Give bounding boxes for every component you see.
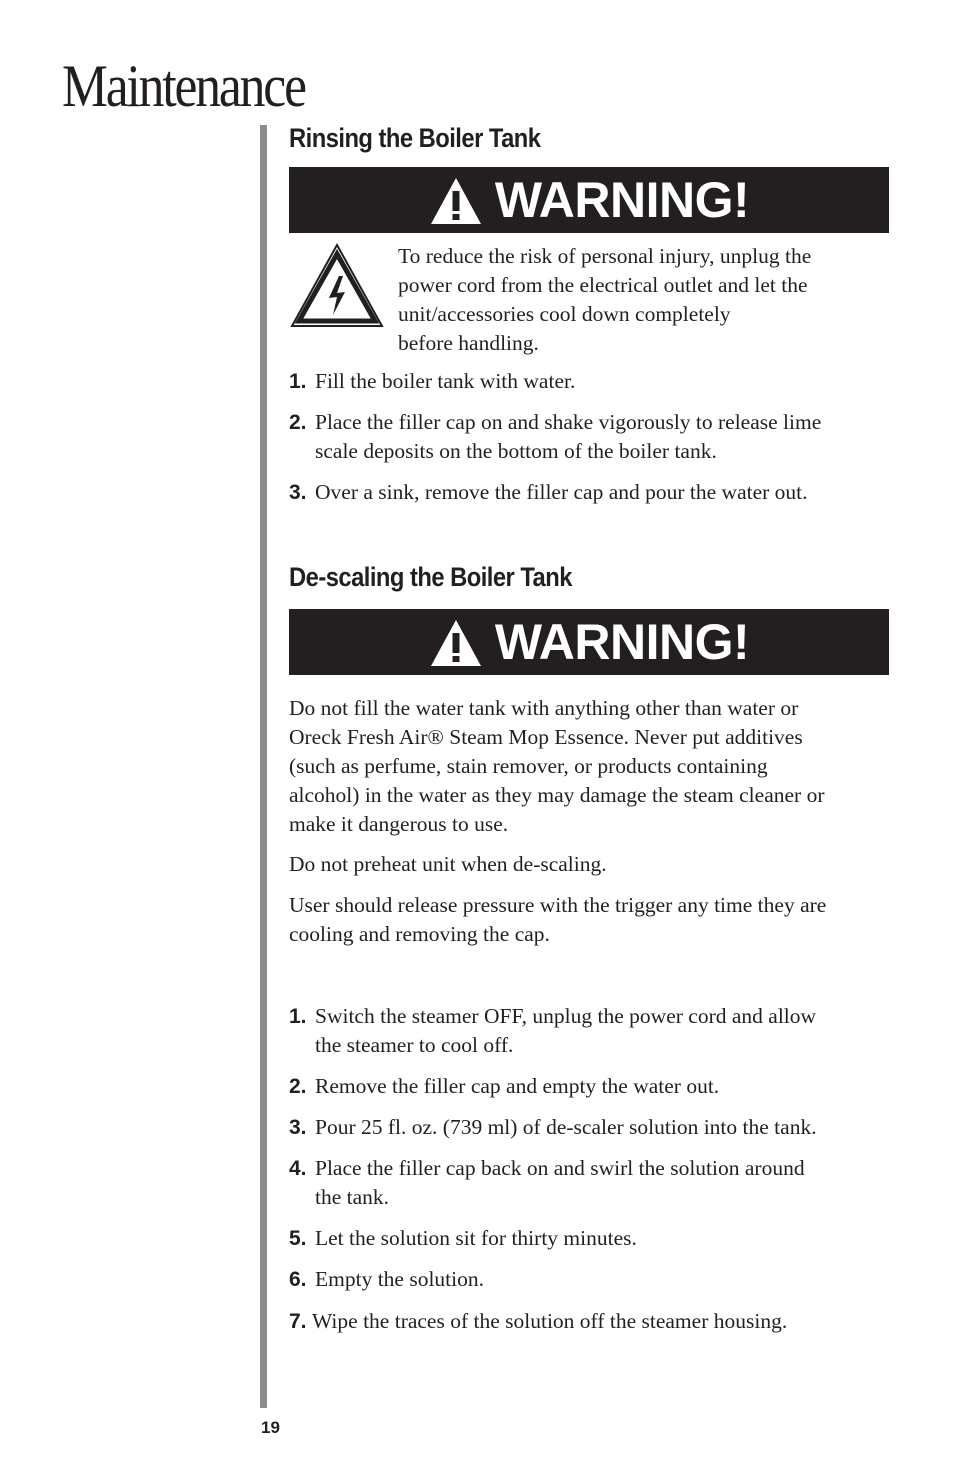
warning-label: WARNING! <box>494 172 750 228</box>
electric-shock-icon <box>289 242 385 330</box>
descaling-step: 5. Let the solution sit for thirty minutes. <box>289 1226 637 1250</box>
descaling-heading: De-scaling the Boiler Tank <box>289 562 572 592</box>
rinsing-heading: Rinsing the Boiler Tank <box>289 123 541 153</box>
descaling-step: 3. Pour 25 fl. oz. (739 ml) of de-scaler solution into the tank. <box>289 1115 817 1139</box>
page-number: 19 <box>261 1418 280 1437</box>
descaling-warning-paragraph: Do not fill the water tank with anything other than water or Oreck Fresh Air® Steam Mop Essence. Never put additives (such as perfume, stain remover, or products containing alcohol) in the water as they may damage the steam cleaner or make it dangerous to use. <box>289 696 825 836</box>
rinsing-step: 2. Place the filler cap on and shake vigorously to release lime scale deposits on the bottom of the boiler tank. <box>289 410 822 463</box>
descaling-step: 1. Switch the steamer OFF, unplug the power cord and allow the steamer to cool off. <box>289 1004 817 1057</box>
descaling-warning-paragraph: User should release pressure with the trigger any time they are cooling and removing the cap. <box>289 893 827 946</box>
descaling-step: 6. Empty the solution. <box>289 1267 485 1291</box>
warning-label: WARNING! <box>494 614 750 670</box>
rinsing-warning-text: To reduce the risk of personal injury, unplug the power cord from the electrical outlet and let the unit/accessories cool down completely before handling. <box>398 244 812 355</box>
descaling-step: 2. Remove the filler cap and empty the water out. <box>289 1074 720 1098</box>
warning-triangle-icon <box>429 176 483 226</box>
descaling-warning-paragraph: Do not preheat unit when de-scaling. <box>289 852 607 876</box>
page-title: Maintenance <box>62 53 305 119</box>
rinsing-step: 3. Over a sink, remove the filler cap and pour the water out. <box>289 480 808 504</box>
rinsing-warning-banner <box>289 167 889 233</box>
descaling-warning-banner <box>289 609 889 675</box>
side-rule <box>260 125 267 1408</box>
descaling-step: 4. Place the filler cap back on and swirl the solution around the tank. <box>289 1156 805 1209</box>
warning-triangle-icon <box>429 618 483 668</box>
rinsing-step: 1. Fill the boiler tank with water. <box>289 369 576 393</box>
descaling-step: 7. Wipe the traces of the solution off the steamer housing. <box>289 1309 788 1333</box>
